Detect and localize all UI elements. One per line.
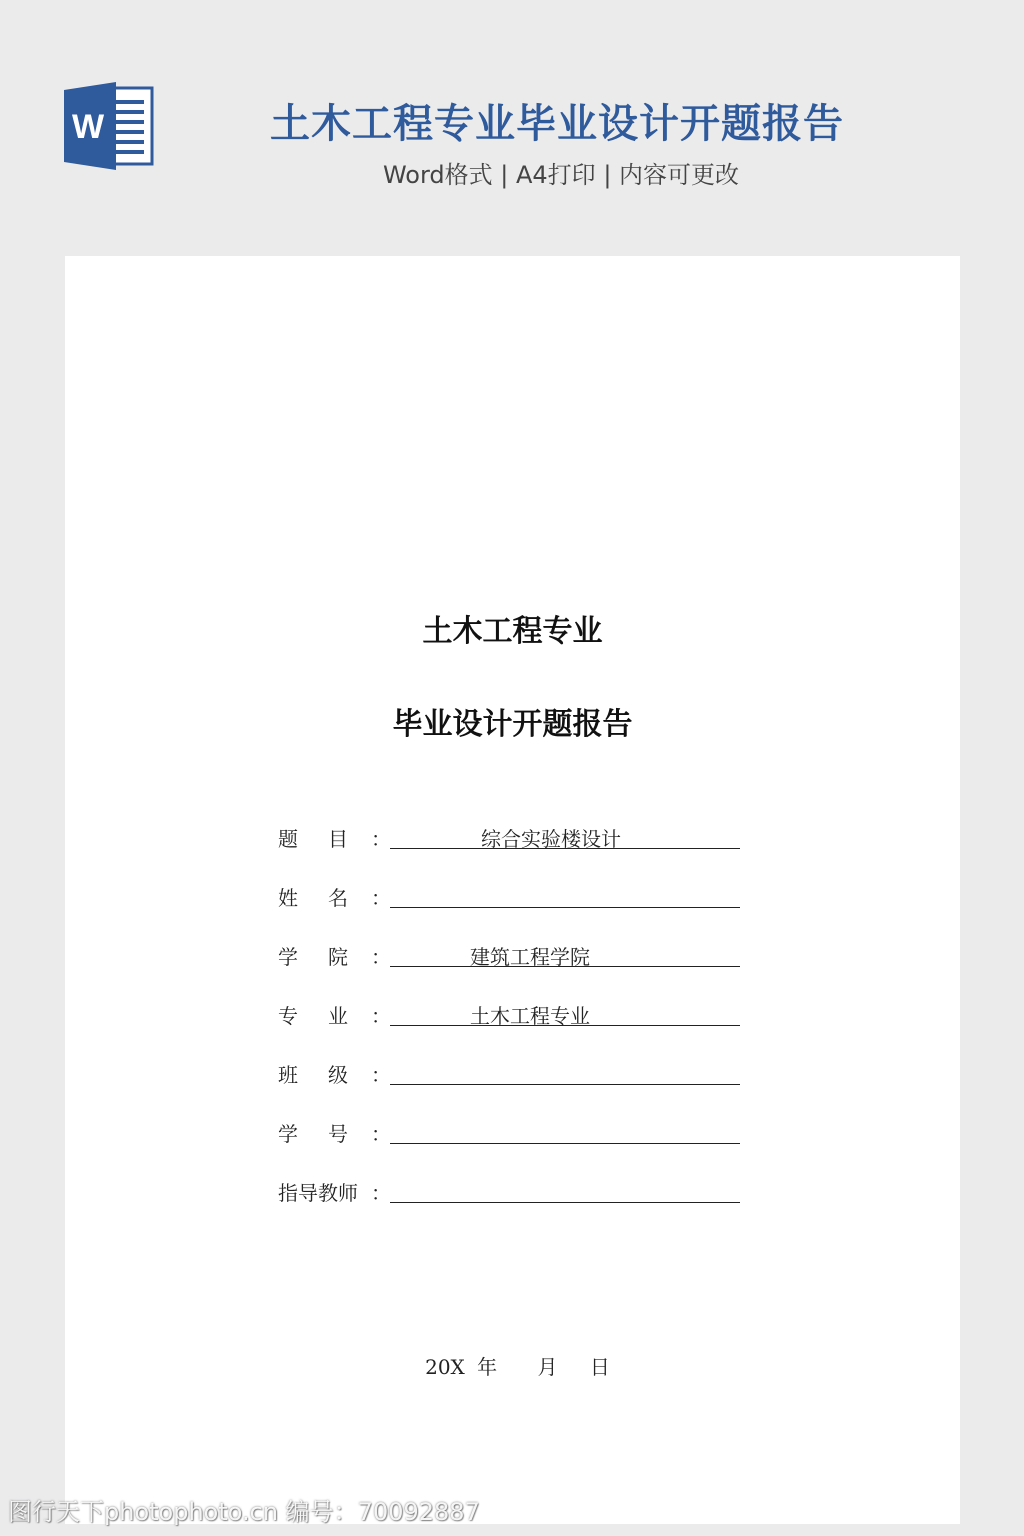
- field-major: 专 业 ： 土木工程专业: [278, 1000, 740, 1030]
- field-student-id: 学 号 ：: [278, 1118, 740, 1148]
- field-underline: [390, 907, 740, 908]
- field-label: 指导教师: [278, 1181, 358, 1205]
- field-topic: 题 目 ： 综合实验楼设计: [278, 823, 740, 853]
- document-page: [65, 256, 960, 1524]
- date-line: [65, 1351, 960, 1380]
- field-underline: [390, 1084, 740, 1085]
- watermark: 图行天下photophoto.cn 编号：70092887: [8, 1498, 480, 1526]
- field-label: 学 号: [278, 1122, 348, 1146]
- header-title: 土木工程专业毕业设计开题报告: [270, 101, 844, 147]
- field-underline: [390, 1202, 740, 1203]
- field-label: 班 级: [278, 1063, 348, 1087]
- date-month-unit: 月: [537, 1355, 558, 1379]
- field-college: 学 院 ： 建筑工程学院: [278, 941, 740, 971]
- field-value: 土木工程专业: [470, 1004, 590, 1028]
- header-subtitle: Word格式 | A4打印 | 内容可更改: [382, 161, 740, 189]
- page-header: [0, 0, 1024, 230]
- date-year: 20X: [425, 1355, 465, 1379]
- document-title-line2: 毕业设计开题报告: [392, 707, 633, 742]
- field-underline: [390, 1143, 740, 1144]
- field-name: 姓 名 ：: [278, 882, 740, 912]
- date-year-unit: 年: [477, 1355, 498, 1379]
- field-class: 班 级 ：: [278, 1059, 740, 1089]
- field-label: 专 业: [278, 1004, 348, 1028]
- field-label: 题 目: [278, 827, 348, 851]
- field-advisor: 指导教师 ：: [278, 1177, 740, 1207]
- word-logo-letter: W: [71, 108, 105, 146]
- document-title-line1: 土木工程专业: [422, 614, 603, 649]
- field-label: 学 院: [278, 945, 348, 969]
- field-value: 综合实验楼设计: [481, 827, 621, 851]
- field-value: 建筑工程学院: [470, 945, 590, 969]
- date-day-unit: 日: [589, 1355, 610, 1379]
- field-label: 姓 名: [278, 886, 348, 910]
